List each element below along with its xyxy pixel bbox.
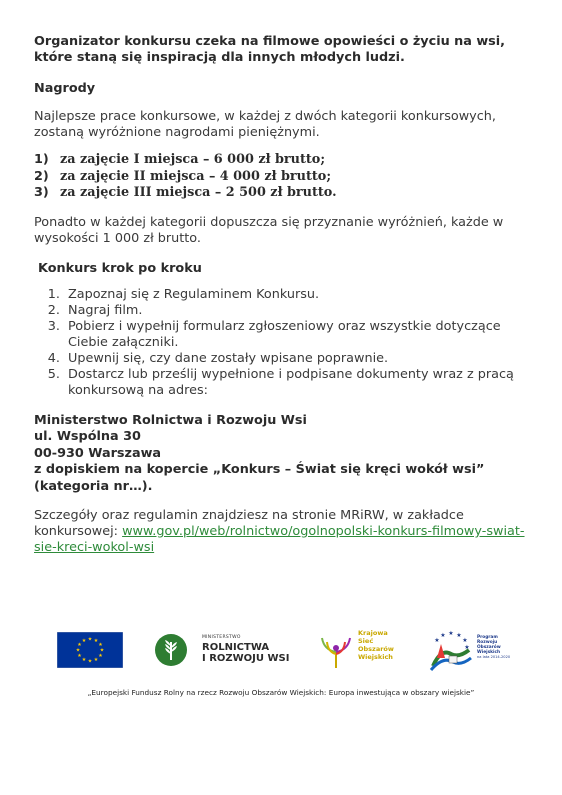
prize-text: za zajęcie II miejsca – 4 000 zł brutto; xyxy=(60,168,332,184)
mailing-address xyxy=(34,413,534,496)
prize-item xyxy=(34,152,534,169)
ksow-line1: Krajowa xyxy=(358,629,388,637)
details-link[interactable]: www.gov.pl/web/rolnictwo/ogolnopolski-konkurs-filmowy-swiat-sie-kreci-wokol-wsi xyxy=(34,524,525,555)
ministry-name-line2: I ROZWOJU WSI xyxy=(202,653,290,664)
steps-heading: Konkurs krok po kroku xyxy=(38,260,202,276)
step-item: 3. Pobierz i wypełnij formularz zgłoszeniowy oraz wszystkie dotyczące Ciebie załączniki. xyxy=(64,319,534,351)
step-item: 1. Zapoznaj się z Regulaminem Konkursu. xyxy=(64,287,534,303)
prow-line1: Program xyxy=(477,635,498,640)
svg-text:★: ★ xyxy=(99,647,105,654)
prow-text xyxy=(477,635,510,660)
ksow-line4: Wiejskich xyxy=(358,653,393,661)
svg-text:★: ★ xyxy=(87,636,93,643)
svg-text:★: ★ xyxy=(434,637,440,644)
logo-bar xyxy=(0,628,562,673)
svg-text:★: ★ xyxy=(77,642,82,648)
prize-number: 2) xyxy=(34,168,49,184)
prizes-description: Najlepsze prace konkursowe, w każdej z dwóch kategorii konkursowych, zostaną wyróżnione nagrodami pieniężnymi. xyxy=(34,109,496,140)
svg-text:★: ★ xyxy=(456,632,462,639)
address-line-note: z dopiskiem na kopercie „Konkurs – Świat się kręci wokół wsi” xyxy=(34,462,485,477)
prow-line2: Rozwoju xyxy=(477,640,498,645)
prize-item xyxy=(34,169,534,186)
svg-text:★: ★ xyxy=(93,657,99,663)
step-item: 5. Dostarcz lub prześlij wypełnione i podpisane dokumenty wraz z pracą konkursową na adres: xyxy=(64,367,534,399)
document-body xyxy=(34,34,534,556)
svg-text:★: ★ xyxy=(77,653,82,659)
steps-list xyxy=(34,287,534,399)
prize-text: za zajęcie III miejsca – 2 500 zł brutto. xyxy=(60,185,337,200)
details-paragraph xyxy=(34,508,534,556)
prizes-heading: Nagrody xyxy=(34,81,96,96)
ministry-small-label: MINISTERSTWO xyxy=(202,635,241,640)
prize-number: 1) xyxy=(34,152,49,167)
ministry-logo xyxy=(154,633,299,669)
address-line-name: Ministerstwo Rolnictwa i Rozwoju Wsi xyxy=(34,412,307,428)
eu-flag-logo xyxy=(57,632,123,668)
prow-logo xyxy=(427,628,511,672)
prow-emblem-icon xyxy=(427,628,475,672)
ministry-name-line1: ROLNICTWA xyxy=(202,642,270,653)
svg-text:★: ★ xyxy=(81,657,87,663)
prow-line5: na lata 2014-2020 xyxy=(477,655,511,659)
svg-text:★: ★ xyxy=(448,630,454,637)
step-item: 4. Upewnij się, czy dane zostały wpisane poprawnie. xyxy=(64,351,534,367)
svg-text:★: ★ xyxy=(81,638,87,644)
prize-number: 3) xyxy=(34,185,49,200)
ksow-line2: Sieć xyxy=(358,637,374,645)
ksow-line3: Obszarów xyxy=(358,645,394,653)
address-line-category: (kategoria nr…). xyxy=(34,478,153,494)
prow-line3: Obszarów xyxy=(477,645,501,650)
prizes-list xyxy=(34,152,534,202)
prize-item xyxy=(34,185,534,202)
ksow-text xyxy=(358,629,394,661)
honors-text: Ponadto w każdej kategorii dopuszcza się przyznanie wyróżnień, każde w wysokości 1 000 zł brutto. xyxy=(34,214,504,246)
svg-text:★: ★ xyxy=(462,637,468,644)
ksow-logo xyxy=(318,628,408,672)
prize-text: za zajęcie I miejsca – 6 000 zł brutto; xyxy=(60,152,326,167)
svg-text:★: ★ xyxy=(93,638,99,644)
ksow-emblem-icon xyxy=(318,630,354,670)
svg-text:★: ★ xyxy=(87,658,93,665)
step-item: 2. Nagraj film. xyxy=(64,303,534,319)
svg-text:★: ★ xyxy=(98,653,103,659)
address-line-street: ul. Wspólna 30 xyxy=(34,429,141,444)
details-text: Szczegóły oraz regulamin znajdziesz na stronie MRiRW, w zakładce konkursowej: xyxy=(34,508,464,539)
svg-text:★: ★ xyxy=(464,644,470,651)
prow-line4: Wiejskich xyxy=(477,650,501,655)
svg-text:★: ★ xyxy=(440,632,446,639)
footer-text: „Europejski Fundusz Rolny na rzecz Rozwoju Obszarów Wiejskich: Europa inwestująca w obszary wiejskie” xyxy=(87,688,475,697)
svg-text:★: ★ xyxy=(75,647,81,654)
wheat-circle-icon xyxy=(154,633,188,667)
intro-text: Organizator konkursu czeka na filmowe opowieści o życiu na wsi, które staną się inspiracją dla innych młodych ludzi. xyxy=(34,34,506,65)
svg-text:★: ★ xyxy=(98,642,103,648)
address-line-city: 00-930 Warszawa xyxy=(34,445,162,461)
